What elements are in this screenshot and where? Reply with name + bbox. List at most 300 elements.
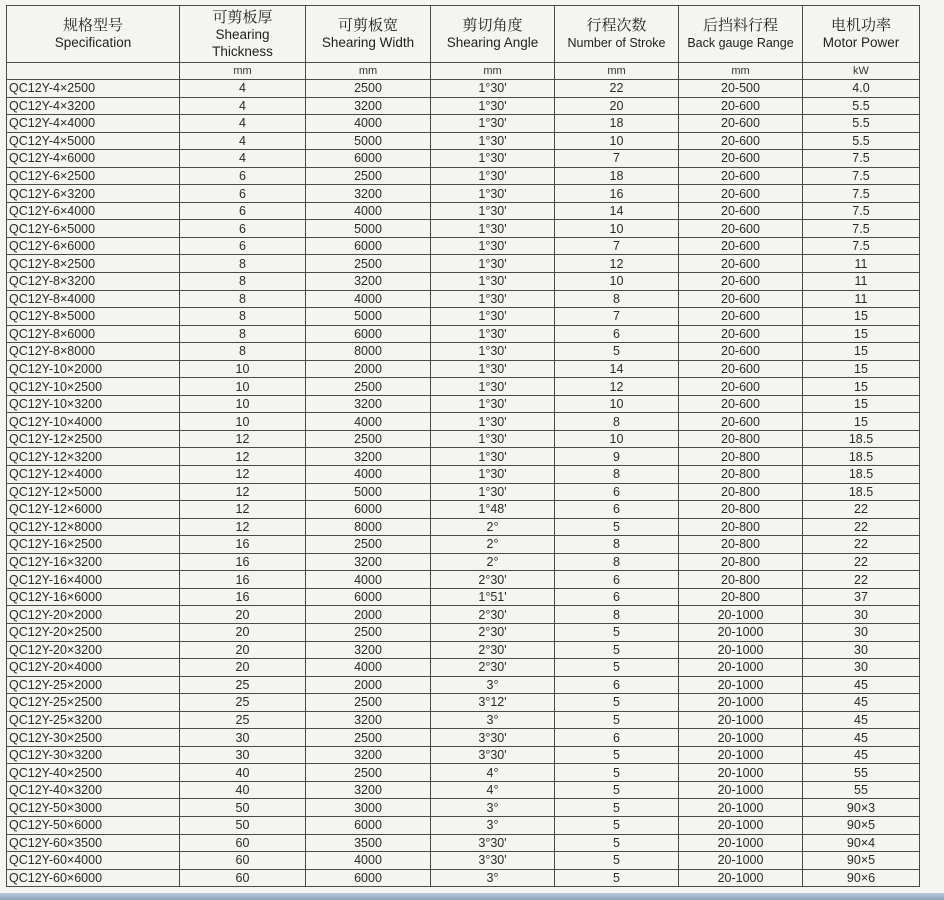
power-cell: 22 [803,536,920,554]
model-cell: QC12Y-30×3200 [7,746,180,764]
thickness-cell: 4 [180,132,306,150]
model-cell: QC12Y-6×3200 [7,185,180,203]
model-cell: QC12Y-12×5000 [7,483,180,501]
power-cell: 30 [803,641,920,659]
power-cell: 15 [803,413,920,431]
angle-cell: 1°30' [431,220,555,238]
width-cell: 3200 [306,781,431,799]
back-gauge-cell: 20-1000 [679,641,803,659]
thickness-cell: 12 [180,448,306,466]
thickness-cell: 12 [180,430,306,448]
stroke-cell: 7 [555,237,679,255]
stroke-cell: 6 [555,588,679,606]
model-cell: QC12Y-8×8000 [7,343,180,361]
back-gauge-cell: 20-600 [679,150,803,168]
back-gauge-cell: 20-1000 [679,746,803,764]
angle-cell: 1°30' [431,167,555,185]
power-cell: 7.5 [803,167,920,185]
model-cell: QC12Y-10×2000 [7,360,180,378]
table-row [7,553,920,571]
angle-cell: 1°30' [431,290,555,308]
stroke-cell: 5 [555,834,679,852]
table-row [7,746,920,764]
power-cell: 7.5 [803,150,920,168]
width-cell: 6000 [306,150,431,168]
thickness-cell: 16 [180,588,306,606]
model-cell: QC12Y-25×2500 [7,694,180,712]
angle-cell: 3°12' [431,694,555,712]
back-gauge-cell: 20-600 [679,290,803,308]
header-en: Back gauge Range [687,35,794,50]
width-cell: 4000 [306,202,431,220]
table-row [7,343,920,361]
header-cn: 剪切角度 [462,17,523,34]
width-cell: 5000 [306,483,431,501]
table-row [7,483,920,501]
thickness-cell: 6 [180,202,306,220]
angle-cell: 1°30' [431,80,555,98]
stroke-cell: 8 [555,466,679,484]
thickness-cell: 6 [180,237,306,255]
power-cell: 11 [803,290,920,308]
width-cell: 4000 [306,115,431,133]
width-cell: 3500 [306,834,431,852]
thickness-cell: 60 [180,869,306,887]
thickness-cell: 30 [180,746,306,764]
power-cell: 45 [803,746,920,764]
power-cell: 7.5 [803,237,920,255]
thickness-cell: 10 [180,413,306,431]
width-cell: 2500 [306,80,431,98]
table-row [7,764,920,782]
model-cell: QC12Y-6×4000 [7,202,180,220]
angle-cell: 1°30' [431,273,555,291]
table-row [7,536,920,554]
table-row [7,115,920,133]
angle-cell: 3° [431,799,555,817]
spec-table [6,5,920,887]
stroke-cell: 5 [555,816,679,834]
stroke-cell: 10 [555,430,679,448]
header-stroke [555,6,679,63]
header-en: Shearing Width [321,35,415,50]
units-row [7,63,920,80]
thickness-cell: 4 [180,150,306,168]
back-gauge-cell: 20-800 [679,466,803,484]
angle-cell: 1°30' [431,115,555,133]
thickness-cell: 50 [180,816,306,834]
stroke-cell: 10 [555,395,679,413]
table-row [7,834,920,852]
power-cell: 7.5 [803,220,920,238]
table-row [7,80,920,98]
back-gauge-cell: 20-600 [679,185,803,203]
power-cell: 30 [803,623,920,641]
thickness-cell: 20 [180,641,306,659]
table-row [7,676,920,694]
stroke-cell: 10 [555,132,679,150]
power-cell: 45 [803,711,920,729]
table-row [7,869,920,887]
model-cell: QC12Y-16×3200 [7,553,180,571]
stroke-cell: 5 [555,641,679,659]
back-gauge-cell: 20-800 [679,588,803,606]
table-row [7,185,920,203]
width-cell: 6000 [306,588,431,606]
model-cell: QC12Y-4×3200 [7,97,180,115]
angle-cell: 1°30' [431,413,555,431]
stroke-cell: 9 [555,448,679,466]
thickness-cell: 4 [180,115,306,133]
power-cell: 90×5 [803,816,920,834]
back-gauge-cell: 20-600 [679,395,803,413]
angle-cell: 1°30' [431,202,555,220]
table-row [7,571,920,589]
power-cell: 45 [803,676,920,694]
angle-cell: 1°30' [431,97,555,115]
header-cn: 可剪板宽 [337,17,398,34]
angle-cell: 1°30' [431,132,555,150]
angle-cell: 4° [431,781,555,799]
table-row [7,852,920,870]
power-cell: 15 [803,395,920,413]
width-cell: 2500 [306,536,431,554]
back-gauge-cell: 20-800 [679,553,803,571]
stroke-cell: 22 [555,80,679,98]
angle-cell: 3° [431,711,555,729]
width-cell: 2500 [306,430,431,448]
model-cell: QC12Y-16×6000 [7,588,180,606]
thickness-cell: 16 [180,571,306,589]
angle-cell: 1°30' [431,430,555,448]
angle-cell: 1°30' [431,255,555,273]
table-row [7,132,920,150]
model-cell: QC12Y-6×5000 [7,220,180,238]
table-row [7,395,920,413]
power-cell: 90×6 [803,869,920,887]
thickness-cell: 60 [180,852,306,870]
angle-cell: 1°30' [431,483,555,501]
table-row [7,150,920,168]
power-cell: 11 [803,255,920,273]
width-cell: 5000 [306,132,431,150]
header-row [7,6,920,63]
stroke-cell: 6 [555,501,679,519]
stroke-cell: 5 [555,623,679,641]
width-cell: 2000 [306,360,431,378]
stroke-cell: 7 [555,308,679,326]
thickness-cell: 4 [180,80,306,98]
stroke-cell: 8 [555,536,679,554]
thickness-cell: 25 [180,694,306,712]
thickness-cell: 30 [180,729,306,747]
back-gauge-cell: 20-1000 [679,694,803,712]
angle-cell: 2°30' [431,571,555,589]
angle-cell: 1°30' [431,466,555,484]
stroke-cell: 6 [555,483,679,501]
width-cell: 6000 [306,869,431,887]
width-cell: 4000 [306,413,431,431]
stroke-cell: 5 [555,799,679,817]
header-motor-power [803,6,920,63]
model-cell: QC12Y-8×4000 [7,290,180,308]
angle-cell: 3° [431,869,555,887]
angle-cell: 2°30' [431,623,555,641]
header-en: Specification [54,35,132,50]
back-gauge-cell: 20-600 [679,237,803,255]
width-cell: 3200 [306,746,431,764]
angle-cell: 1°30' [431,343,555,361]
table-row [7,430,920,448]
table-row [7,308,920,326]
thickness-cell: 4 [180,97,306,115]
model-cell: QC12Y-4×6000 [7,150,180,168]
back-gauge-cell: 20-600 [679,167,803,185]
back-gauge-cell: 20-600 [679,308,803,326]
header-back-gauge [679,6,803,63]
thickness-cell: 8 [180,343,306,361]
model-cell: QC12Y-20×4000 [7,659,180,677]
unit-cell: kW [803,63,920,80]
power-cell: 18.5 [803,483,920,501]
model-cell: QC12Y-12×4000 [7,466,180,484]
angle-cell: 1°51' [431,588,555,606]
header-cn: 规格型号 [62,17,123,34]
stroke-cell: 8 [555,413,679,431]
angle-cell: 2° [431,553,555,571]
power-cell: 22 [803,501,920,519]
back-gauge-cell: 20-600 [679,325,803,343]
model-cell: QC12Y-4×2500 [7,80,180,98]
header-en: Shearing Angle [446,35,539,50]
back-gauge-cell: 20-600 [679,343,803,361]
stroke-cell: 14 [555,360,679,378]
power-cell: 55 [803,764,920,782]
back-gauge-cell: 20-1000 [679,606,803,624]
table-row [7,448,920,466]
back-gauge-cell: 20-1000 [679,781,803,799]
stroke-cell: 18 [555,115,679,133]
width-cell: 3200 [306,641,431,659]
table-row [7,202,920,220]
power-cell: 22 [803,553,920,571]
width-cell: 2500 [306,378,431,396]
table-row [7,501,920,519]
angle-cell: 3°30' [431,834,555,852]
stroke-cell: 5 [555,518,679,536]
model-cell: QC12Y-8×2500 [7,255,180,273]
model-cell: QC12Y-16×4000 [7,571,180,589]
table-row [7,816,920,834]
thickness-cell: 10 [180,395,306,413]
model-cell: QC12Y-50×6000 [7,816,180,834]
thickness-cell: 20 [180,623,306,641]
thickness-cell: 6 [180,185,306,203]
back-gauge-cell: 20-1000 [679,623,803,641]
header-cn: 可剪板厚 [212,8,273,26]
width-cell: 3200 [306,395,431,413]
stroke-cell: 5 [555,781,679,799]
model-cell: QC12Y-16×2500 [7,536,180,554]
table-row [7,466,920,484]
model-cell: QC12Y-20×2500 [7,623,180,641]
stroke-cell: 5 [555,711,679,729]
bottom-border-strip [0,893,944,900]
power-cell: 30 [803,606,920,624]
model-cell: QC12Y-4×4000 [7,115,180,133]
angle-cell: 1°30' [431,325,555,343]
power-cell: 7.5 [803,202,920,220]
stroke-cell: 16 [555,185,679,203]
back-gauge-cell: 20-600 [679,360,803,378]
header-angle [431,6,555,63]
back-gauge-cell: 20-600 [679,273,803,291]
power-cell: 11 [803,273,920,291]
back-gauge-cell: 20-1000 [679,852,803,870]
thickness-cell: 8 [180,325,306,343]
width-cell: 6000 [306,501,431,519]
back-gauge-cell: 20-600 [679,255,803,273]
unit-cell: mm [555,63,679,80]
width-cell: 8000 [306,518,431,536]
back-gauge-cell: 20-600 [679,97,803,115]
stroke-cell: 10 [555,220,679,238]
thickness-cell: 8 [180,273,306,291]
stroke-cell: 5 [555,746,679,764]
angle-cell: 2°30' [431,606,555,624]
model-cell: QC12Y-20×2000 [7,606,180,624]
power-cell: 15 [803,378,920,396]
width-cell: 2500 [306,623,431,641]
width-cell: 3000 [306,799,431,817]
angle-cell: 2° [431,518,555,536]
thickness-cell: 6 [180,220,306,238]
angle-cell: 1°48' [431,501,555,519]
table-row [7,413,920,431]
width-cell: 6000 [306,237,431,255]
back-gauge-cell: 20-1000 [679,676,803,694]
table-row [7,360,920,378]
back-gauge-cell: 20-800 [679,501,803,519]
stroke-cell: 8 [555,606,679,624]
stroke-cell: 6 [555,571,679,589]
thickness-cell: 12 [180,466,306,484]
table-row [7,290,920,308]
stroke-cell: 10 [555,273,679,291]
model-cell: QC12Y-20×3200 [7,641,180,659]
table-row [7,641,920,659]
width-cell: 4000 [306,290,431,308]
power-cell: 55 [803,781,920,799]
table-row [7,255,920,273]
stroke-cell: 7 [555,150,679,168]
unit-cell [7,63,180,80]
thickness-cell: 25 [180,676,306,694]
model-cell: QC12Y-50×3000 [7,799,180,817]
thickness-cell: 6 [180,167,306,185]
power-cell: 15 [803,343,920,361]
header-en: Motor Power [822,35,900,50]
width-cell: 2500 [306,694,431,712]
stroke-cell: 8 [555,290,679,308]
power-cell: 37 [803,588,920,606]
unit-cell: mm [679,63,803,80]
width-cell: 6000 [306,816,431,834]
power-cell: 18.5 [803,466,920,484]
angle-cell: 3°30' [431,852,555,870]
header-cn: 行程次数 [586,16,647,34]
thickness-cell: 8 [180,308,306,326]
width-cell: 3200 [306,448,431,466]
unit-cell: mm [431,63,555,80]
thickness-cell: 25 [180,711,306,729]
thickness-cell: 50 [180,799,306,817]
back-gauge-cell: 20-600 [679,202,803,220]
stroke-cell: 5 [555,659,679,677]
model-cell: QC12Y-12×8000 [7,518,180,536]
model-cell: QC12Y-40×3200 [7,781,180,799]
back-gauge-cell: 20-600 [679,132,803,150]
stroke-cell: 8 [555,553,679,571]
power-cell: 22 [803,518,920,536]
width-cell: 4000 [306,466,431,484]
angle-cell: 2°30' [431,659,555,677]
table-row [7,518,920,536]
angle-cell: 1°30' [431,308,555,326]
power-cell: 15 [803,360,920,378]
model-cell: QC12Y-60×6000 [7,869,180,887]
table-row [7,378,920,396]
angle-cell: 3°30' [431,729,555,747]
table-row [7,606,920,624]
back-gauge-cell: 20-1000 [679,729,803,747]
unit-cell: mm [180,63,306,80]
width-cell: 4000 [306,852,431,870]
stroke-cell: 5 [555,852,679,870]
back-gauge-cell: 20-600 [679,378,803,396]
angle-cell: 1°30' [431,395,555,413]
power-cell: 7.5 [803,185,920,203]
stroke-cell: 6 [555,325,679,343]
model-cell: QC12Y-6×2500 [7,167,180,185]
model-cell: QC12Y-8×6000 [7,325,180,343]
table-row [7,588,920,606]
power-cell: 5.5 [803,97,920,115]
angle-cell: 1°30' [431,378,555,396]
back-gauge-cell: 20-800 [679,536,803,554]
width-cell: 8000 [306,343,431,361]
angle-cell: 3°30' [431,746,555,764]
model-cell: QC12Y-60×3500 [7,834,180,852]
model-cell: QC12Y-8×5000 [7,308,180,326]
power-cell: 45 [803,694,920,712]
width-cell: 2500 [306,729,431,747]
power-cell: 30 [803,659,920,677]
thickness-cell: 10 [180,360,306,378]
power-cell: 5.5 [803,132,920,150]
thickness-cell: 8 [180,290,306,308]
power-cell: 5.5 [803,115,920,133]
power-cell: 90×5 [803,852,920,870]
thickness-cell: 20 [180,606,306,624]
angle-cell: 3° [431,676,555,694]
angle-cell: 1°30' [431,448,555,466]
width-cell: 2000 [306,606,431,624]
model-cell: QC12Y-25×2000 [7,676,180,694]
table-row [7,781,920,799]
width-cell: 4000 [306,659,431,677]
back-gauge-cell: 20-800 [679,571,803,589]
